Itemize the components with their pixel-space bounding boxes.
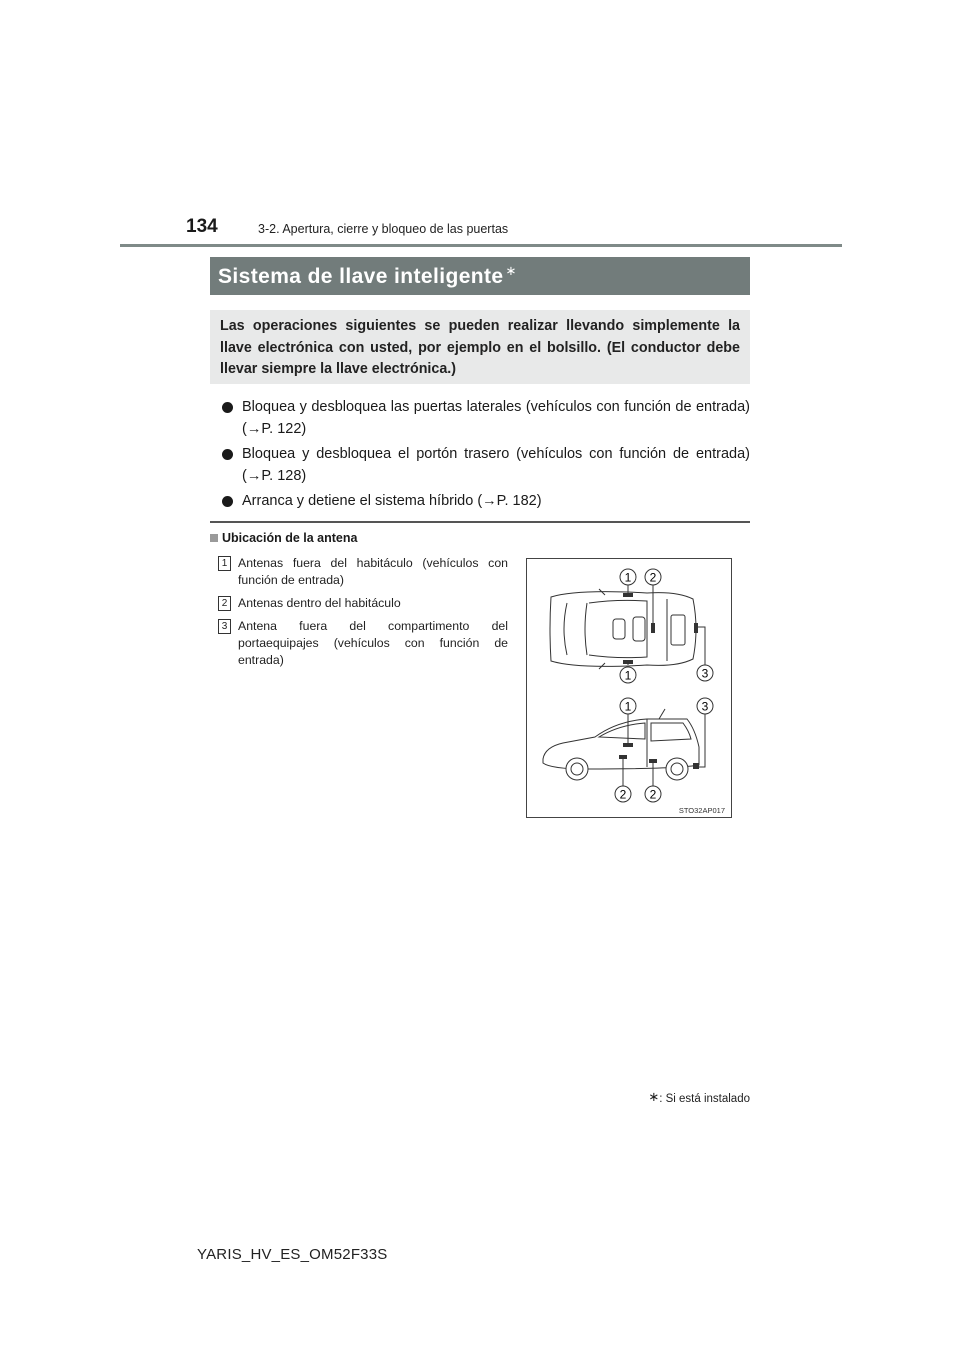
number-box: 2 <box>218 596 231 611</box>
list-item <box>218 595 508 612</box>
antenna-markers-top <box>623 593 698 664</box>
list-item <box>218 555 508 589</box>
figure-code: STO32AP017 <box>678 806 725 815</box>
antenna-list <box>218 555 508 675</box>
callout-1-side <box>620 698 636 714</box>
callout-label: 1 <box>624 699 632 714</box>
page-title-text: Sistema de llave inteligente <box>218 265 504 288</box>
callout-1-bottom <box>620 667 636 683</box>
section-label: 3-2. Apertura, cierre y bloqueo de las puertas <box>258 222 509 236</box>
bullet-icon <box>222 402 233 413</box>
number-box: 1 <box>218 556 231 571</box>
bullet-icon <box>222 449 233 460</box>
footnote <box>600 1089 750 1105</box>
subsection-title <box>210 531 357 545</box>
callout-label: 3 <box>701 699 709 714</box>
callout-label: 2 <box>649 787 657 802</box>
number-box: 3 <box>218 619 231 634</box>
callout-label: 3 <box>701 666 709 681</box>
page-number: 134 <box>186 216 218 237</box>
callout-1-top <box>620 569 636 585</box>
callout-2-side-right <box>645 786 661 802</box>
callout-label: 2 <box>649 570 657 585</box>
footnote-text: : Si está instalado <box>659 1093 750 1105</box>
list-item <box>222 490 750 512</box>
intro-box: Las operaciones siguientes se pueden realizar llevando simplemente la llave electrónica con usted, por ejemplo en el bolsillo. (El conductor debe llevar siempre la llave electrónica.) <box>210 310 750 384</box>
list-item-text: Antenas dentro del habitáculo <box>238 596 401 610</box>
list-item <box>218 618 508 669</box>
list-item-text: Antena fuera del compartimento del portaequipajes (vehículos con función de entrada) <box>238 619 508 667</box>
callout-label: 1 <box>624 668 632 683</box>
list-item-text: Arranca y detiene el sistema híbrido (→P. 182) <box>242 493 542 509</box>
callout-2-top <box>645 569 661 585</box>
header-rule <box>120 244 842 247</box>
optional-mark: ∗ <box>505 263 517 278</box>
callout-3-top <box>697 665 713 681</box>
square-bullet-icon <box>210 534 218 542</box>
list-item-text: Bloquea y desbloquea las puertas laterales (vehículos con función de entrada) (→P. 122) <box>242 399 750 437</box>
subsection-rule <box>210 521 750 523</box>
page-title <box>210 257 750 295</box>
asterisk-icon: ∗ <box>648 1089 660 1104</box>
callout-3-side <box>697 698 713 714</box>
callout-label: 2 <box>619 787 627 802</box>
car-side-view <box>543 709 699 780</box>
list-item-text: Antenas fuera del habitáculo (vehículos con función de entrada) <box>238 556 508 587</box>
list-item <box>222 443 750 487</box>
car-top-view <box>550 589 696 669</box>
callout-2-side-left <box>615 786 631 802</box>
list-item-text: Bloquea y desbloquea el portón trasero (vehículos con función de entrada) (→P. 128) <box>242 446 750 484</box>
feature-list <box>222 396 750 515</box>
bullet-icon <box>222 496 233 507</box>
subsection-title-text: Ubicación de la antena <box>222 531 358 545</box>
antenna-diagram <box>526 558 732 818</box>
document-code: YARIS_HV_ES_OM52F33S <box>197 1246 388 1263</box>
leader-lines <box>623 585 705 787</box>
callout-label: 1 <box>624 570 632 585</box>
list-item <box>222 396 750 440</box>
